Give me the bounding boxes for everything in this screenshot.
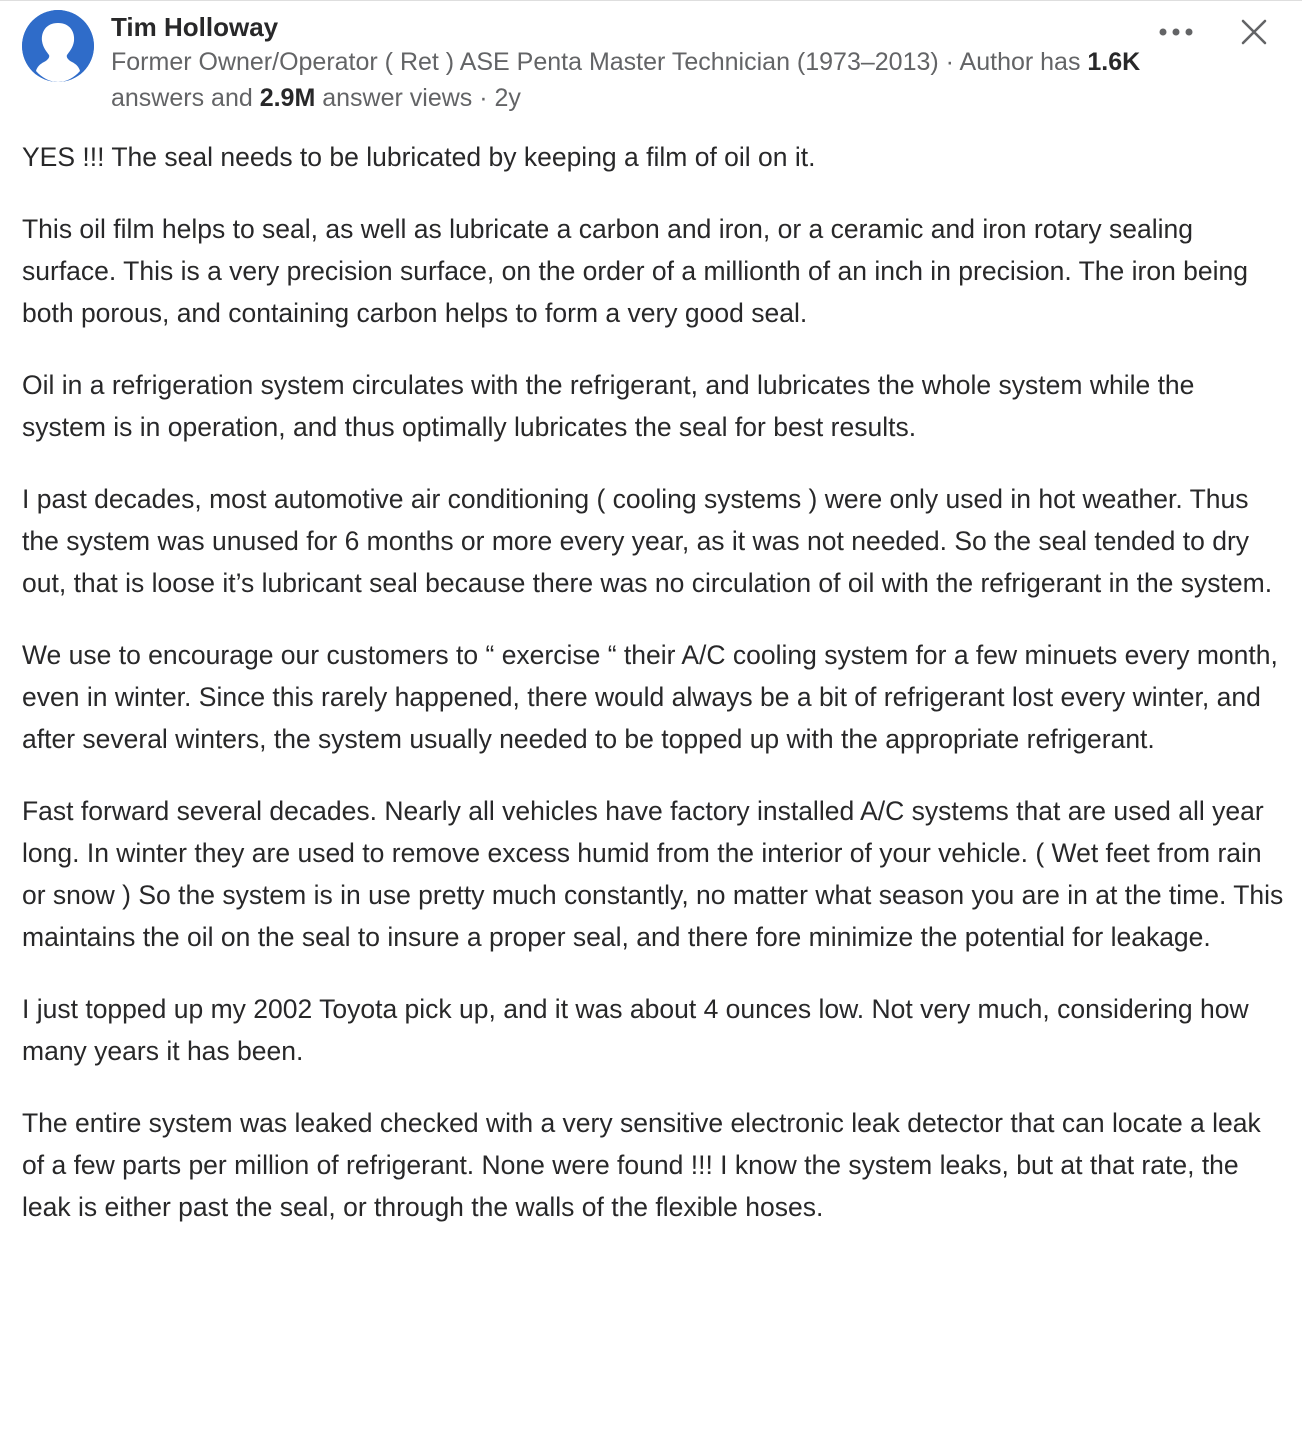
separator-dot: ·: [938, 48, 960, 76]
answers-label: answers and: [111, 84, 260, 112]
separator-dot: ·: [472, 84, 495, 112]
close-button[interactable]: [1232, 10, 1276, 54]
views-label: answer views: [315, 84, 473, 112]
author-credential: Former Owner/Operator ( Ret ) ASE Penta Master Technician (1973–2013): [111, 48, 939, 76]
author-name[interactable]: Tim Holloway: [111, 12, 279, 42]
more-options-button[interactable]: [1148, 12, 1204, 52]
answer-paragraph: Oil in a refrigeration system circulates with the refrigerant, and lubricates the whole system while the system is in operation, and thus optimally lubricates the seal for best results.: [22, 370, 1195, 442]
answer-timestamp[interactable]: 2y: [494, 84, 521, 112]
author-avatar[interactable]: [22, 10, 94, 82]
answer-content: [22, 136, 1284, 1258]
profile-silhouette-icon: [22, 10, 94, 82]
views-count: 2.9M: [259, 84, 316, 112]
answer-paragraph: We use to encourage our customers to “ exercise “ their A/C cooling system for a few minuets every month, even in winter. Since this rarely happened, there would always be a bit of refrigerant lost every winter, and after several winters, the system usually needed to be topped up with the appropriate refrigerant.: [22, 640, 1278, 754]
answer-paragraph: This oil film helps to seal, as well as lubricate a carbon and iron, or a ceramic and iron rotary sealing surface. This is a very precision surface, on the order of a millionth of an inch in precision. The iron being both porous, and containing carbon helps to form a very good seal.: [22, 214, 1249, 328]
more-dots-icon: [1148, 12, 1204, 52]
answer-paragraph: YES !!! The seal needs to be lubricated by keeping a film of oil on it.: [22, 142, 816, 172]
close-icon: [1232, 10, 1276, 54]
answer-paragraph: Fast forward several decades. Nearly all vehicles have factory installed A/C systems that are used all year long. In winter they are used to remove excess humid from the interior of your vehicle. ( Wet feet from rain or snow ) So the system is in use pretty much constantly, no matter what season you are in at the time. This maintains the oil on the seal to insure a proper seal, and there fore minimize the potential for leakage.: [22, 796, 1284, 952]
top-divider: [0, 0, 1302, 1]
author-credential-line: [111, 44, 1191, 116]
author-has-label: Author has: [959, 48, 1088, 76]
answer-paragraph: I just topped up my 2002 Toyota pick up, and it was about 4 ounces low. Not very much, considering how many years it has been.: [22, 994, 1249, 1066]
answer-header: [22, 6, 1280, 118]
answers-count: 1.6K: [1087, 48, 1141, 76]
answer-paragraph: The entire system was leaked checked with a very sensitive electronic leak detector that can locate a leak of a few parts per million of refrigerant. None were found !!! I know the system leaks, but at that rate, the leak is either past the seal, or through the walls of the flexible hoses.: [22, 1108, 1261, 1222]
author-info: [111, 10, 1191, 116]
answer-paragraph: I past decades, most automotive air conditioning ( cooling systems ) were only used in hot weather. Thus the system was unused for 6 months or more every year, as it was not needed. So the seal tended to dry out, that is loose it’s lubricant seal because there was no circulation of oil with the refrigerant in the system.: [22, 484, 1273, 598]
